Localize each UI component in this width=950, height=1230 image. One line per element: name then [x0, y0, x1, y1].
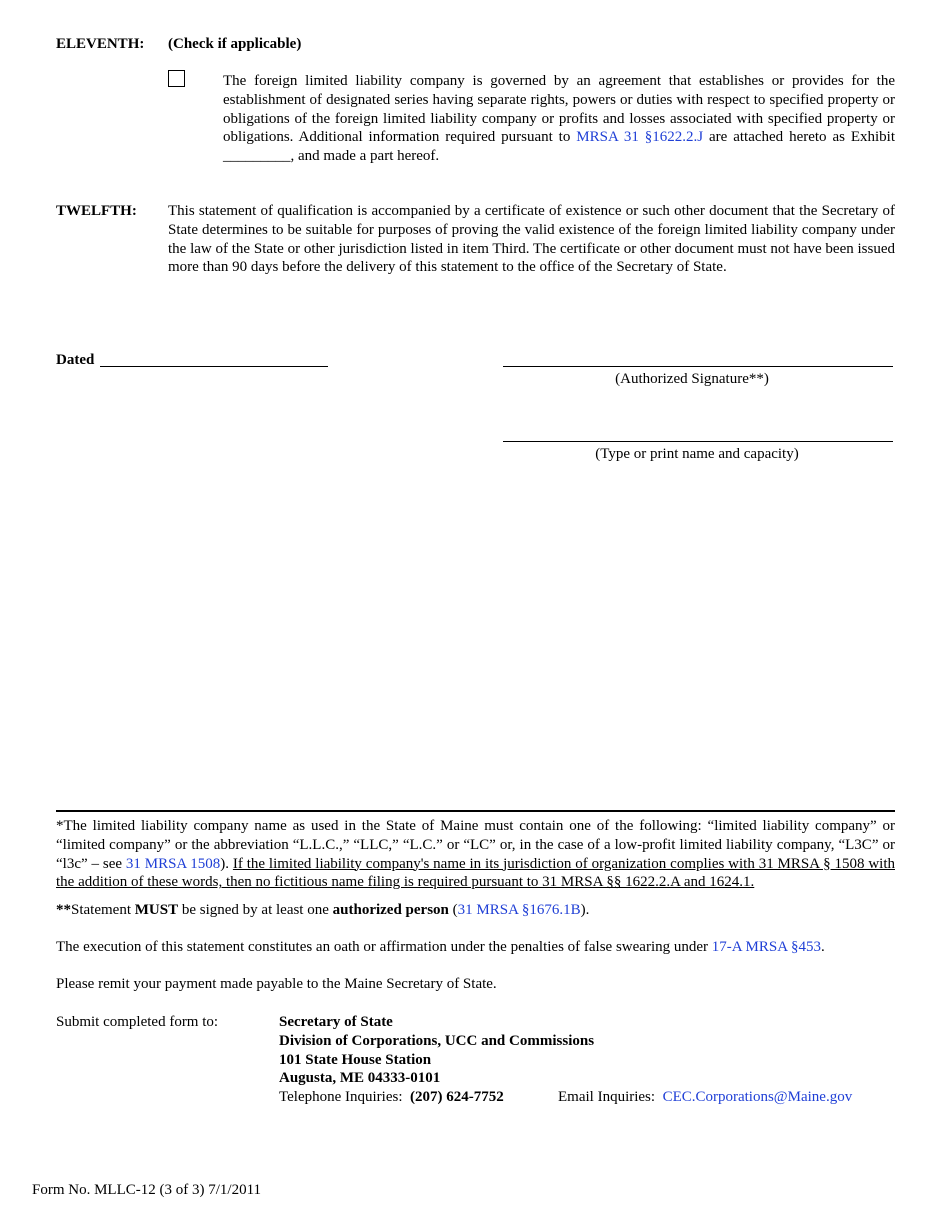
footnote-2 [56, 901, 589, 920]
form-number: Form No. MLLC-12 (3 of 3) 7/1/2011 [32, 1182, 262, 1198]
footnote-divider [56, 810, 895, 812]
eleventh-subheading: (Check if applicable) [168, 36, 302, 52]
oath-end: . [820, 939, 825, 955]
footnote-1-star: * [56, 818, 64, 834]
phone-number: (207) 624-7752 [410, 1089, 504, 1105]
dated-label: Dated [56, 352, 95, 368]
authorized-signature-line[interactable] [503, 366, 893, 367]
footnote-2-part2: be signed by at least one [178, 902, 333, 918]
payment-note: Please remit your payment made payable to the Maine Secretary of State. [56, 976, 497, 992]
submit-label: Submit completed form to: [56, 1014, 219, 1030]
email-link[interactable]: CEC.Corporations@Maine.gov [662, 1089, 853, 1105]
footnote-1-underlined: If the limited liability company's name in its jurisdiction of organization complies with 31 MRSA § 1508 with the addition of these words, then no fictitious name filing is required pursuant to 31 MRSA §§ 1622.2.A and 1624.1. [56, 855, 895, 891]
eleventh-text-2: are attached hereto as Exhibit _________, and made a part hereof. [223, 129, 895, 165]
print-name-caption: (Type or print name and capacity) [595, 446, 799, 462]
footnote-2-stars: ** [56, 902, 71, 918]
eleventh-text-1: The foreign limited liability company is governed by an agreement that establishes or provides for the establishment of designated series having separate rights, powers or duties with respect to specified property or obligations of the foreign limited liability company or profits and losses associated with specified property or obligations. Additional information required pursuant to [223, 73, 895, 146]
footnote-2-must: MUST [134, 902, 179, 918]
email-inquiries [558, 1088, 852, 1107]
eleventh-heading: ELEVENTH: [56, 36, 145, 52]
email-label: Email Inquiries: [558, 1089, 663, 1105]
print-name-line[interactable] [503, 441, 893, 442]
oath-text: The execution of this statement constitutes an oath or affirmation under the penalties of false swearing under [56, 939, 712, 955]
footnote-1-text: The limited liability company name as used in the State of Maine must contain one of the following: “limited liability company” or “limited company” or the abbreviation “L.L.C.,” “LLC,” “L.C.” or “LC” or, in the case of a low-profit limited liability company, “L3C” or “l3c” – see [56, 818, 895, 872]
submit-line-2: Division of Corporations, UCC and Commissions [279, 1033, 595, 1049]
eleventh-paragraph [223, 72, 895, 166]
footnote-1 [56, 817, 895, 892]
submit-line-4: Augusta, ME 04333-0101 [279, 1070, 441, 1086]
oath-statement [56, 938, 825, 957]
footnote-2-part3: ( [448, 902, 458, 918]
submit-line-1: Secretary of State [279, 1014, 393, 1030]
authorized-signature-caption: (Authorized Signature**) [615, 371, 769, 387]
dated-line[interactable] [100, 366, 328, 367]
twelfth-heading: TWELFTH: [56, 203, 137, 219]
footnote-2-statute-link[interactable]: 31 MRSA §1676.1B [457, 902, 581, 918]
phone-label: Telephone Inquiries: [279, 1089, 410, 1105]
submit-line-3: 101 State House Station [279, 1052, 432, 1068]
telephone-inquiries [279, 1088, 504, 1107]
oath-statute-link[interactable]: 17-A MRSA §453 [711, 939, 821, 955]
eleventh-statute-link[interactable]: MRSA 31 §1622.2.J [576, 129, 704, 146]
footnote-1-text-after: ). [220, 855, 233, 872]
footnote-2-part1: Statement [71, 902, 135, 918]
footnote-1-statute-link[interactable]: 31 MRSA 1508 [125, 855, 221, 872]
footnote-2-part4: ). [580, 902, 590, 918]
eleventh-checkbox[interactable] [168, 70, 185, 87]
twelfth-paragraph: This statement of qualification is accompanied by a certificate of existence or such other document that the Secretary of State determines to be suitable for purposes of proving the valid existence of the foreign limited liability company under the law of the State or other jurisdiction listed in item Third. The certificate or other document must not have been issued more than 90 days before the delivery of this statement to the office of the Secretary of State. [168, 203, 895, 276]
footnote-2-authorized: authorized person [332, 902, 449, 918]
